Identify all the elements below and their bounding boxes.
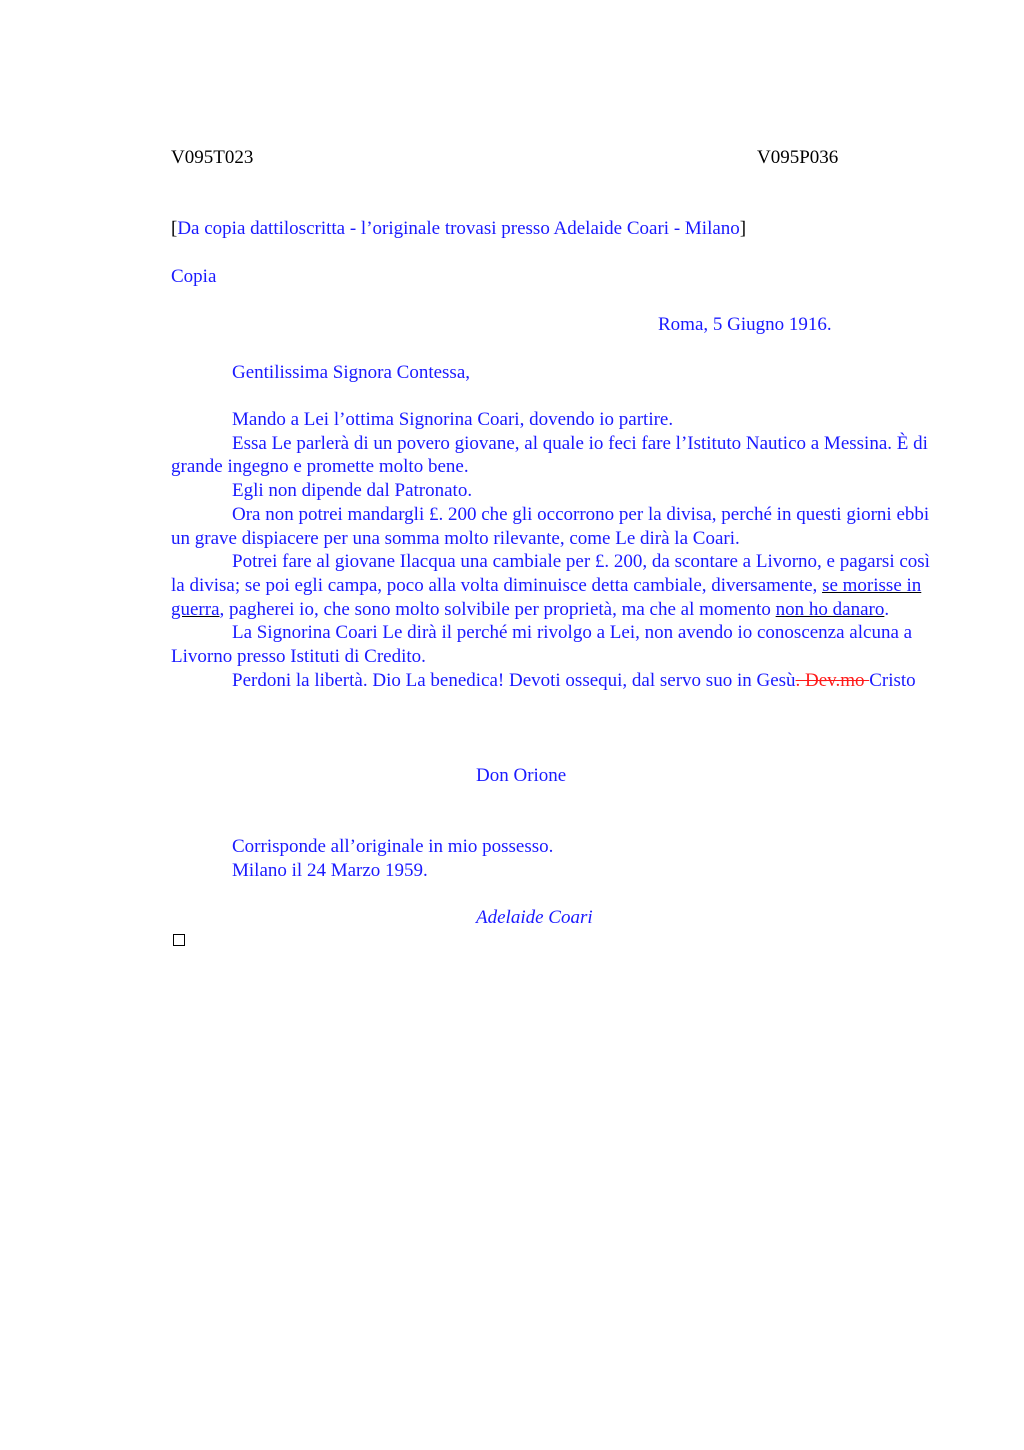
paragraph-7-part-a: Perdoni la libertà. Dio La benedica! Devoti ossequi, dal servo suo in Gesù xyxy=(232,669,796,691)
underlined-phrase-danaro: non ho danaro xyxy=(775,598,885,620)
paragraph-5-part-c: . xyxy=(884,598,890,620)
paragraph-3: Egli non dipende dal Patronato. xyxy=(232,480,473,502)
document-code-left: V095T023 xyxy=(171,147,254,168)
paragraph-1: Mando a Lei l’ottima Signorina Coari, dovendo io partire. xyxy=(232,409,674,430)
letter-body xyxy=(171,408,931,692)
paragraph-4: Ora non potrei mandargli £. 200 che gli occorrono per la divisa, perché in questi giorni ebbi un grave dispiacere per una somma molto rilevante, come Le dirà la Coari. xyxy=(171,503,930,549)
source-note-text: Da copia dattiloscritta - l’originale trovasi presso Adelaide Coari - Milano xyxy=(177,218,740,239)
underlined-phrase-guerra: se morisse in guerra xyxy=(171,574,922,620)
document-code-right: V095P036 xyxy=(757,147,839,168)
paragraph-2: Essa Le parlerà di un povero giovane, al quale io feci fare l’Istituto Nautico a Messina. È di grande ingegno e promette molto bene. xyxy=(171,432,928,478)
signature: Don Orione xyxy=(476,765,567,786)
source-note-close-bracket: ] xyxy=(739,218,747,239)
attestation-line-2: Milano il 24 Marzo 1959. xyxy=(232,860,428,881)
paragraph-5-part-b: , pagherei io, che sono molto solvibile per proprietà, ma che al momento xyxy=(219,598,776,620)
paragraph-7-part-b: Cristo xyxy=(869,669,916,691)
salutation: Gentilissima Signora Contessa, xyxy=(232,362,471,383)
checkbox-icon xyxy=(173,934,185,946)
attestation-line-1: Corrisponde all’originale in mio possesso. xyxy=(232,836,554,857)
copy-label: Copia xyxy=(171,266,217,287)
paragraph-5-part-a: Potrei fare al giovane Ilacqua una cambiale per £. 200, da scontare a Livorno, e pagarsi così la divisa; se poi egli campa, poco alla volta diminuisce detta cambiale, diversamente, xyxy=(171,551,930,596)
place-date: Roma, 5 Giugno 1916. xyxy=(658,314,832,335)
struck-text: . Dev.mo xyxy=(795,669,870,691)
paragraph-6: La Signorina Coari Le dirà il perché mi rivolgo a Lei, non avendo io conoscenza alcuna a Livorno presso Istituti di Credito. xyxy=(171,622,913,668)
attestation-signature: Adelaide Coari xyxy=(476,907,593,928)
paragraph-5 xyxy=(171,550,931,621)
source-note xyxy=(171,217,746,241)
paragraph-7 xyxy=(171,669,931,693)
source-note-open-bracket: [ xyxy=(171,218,178,239)
